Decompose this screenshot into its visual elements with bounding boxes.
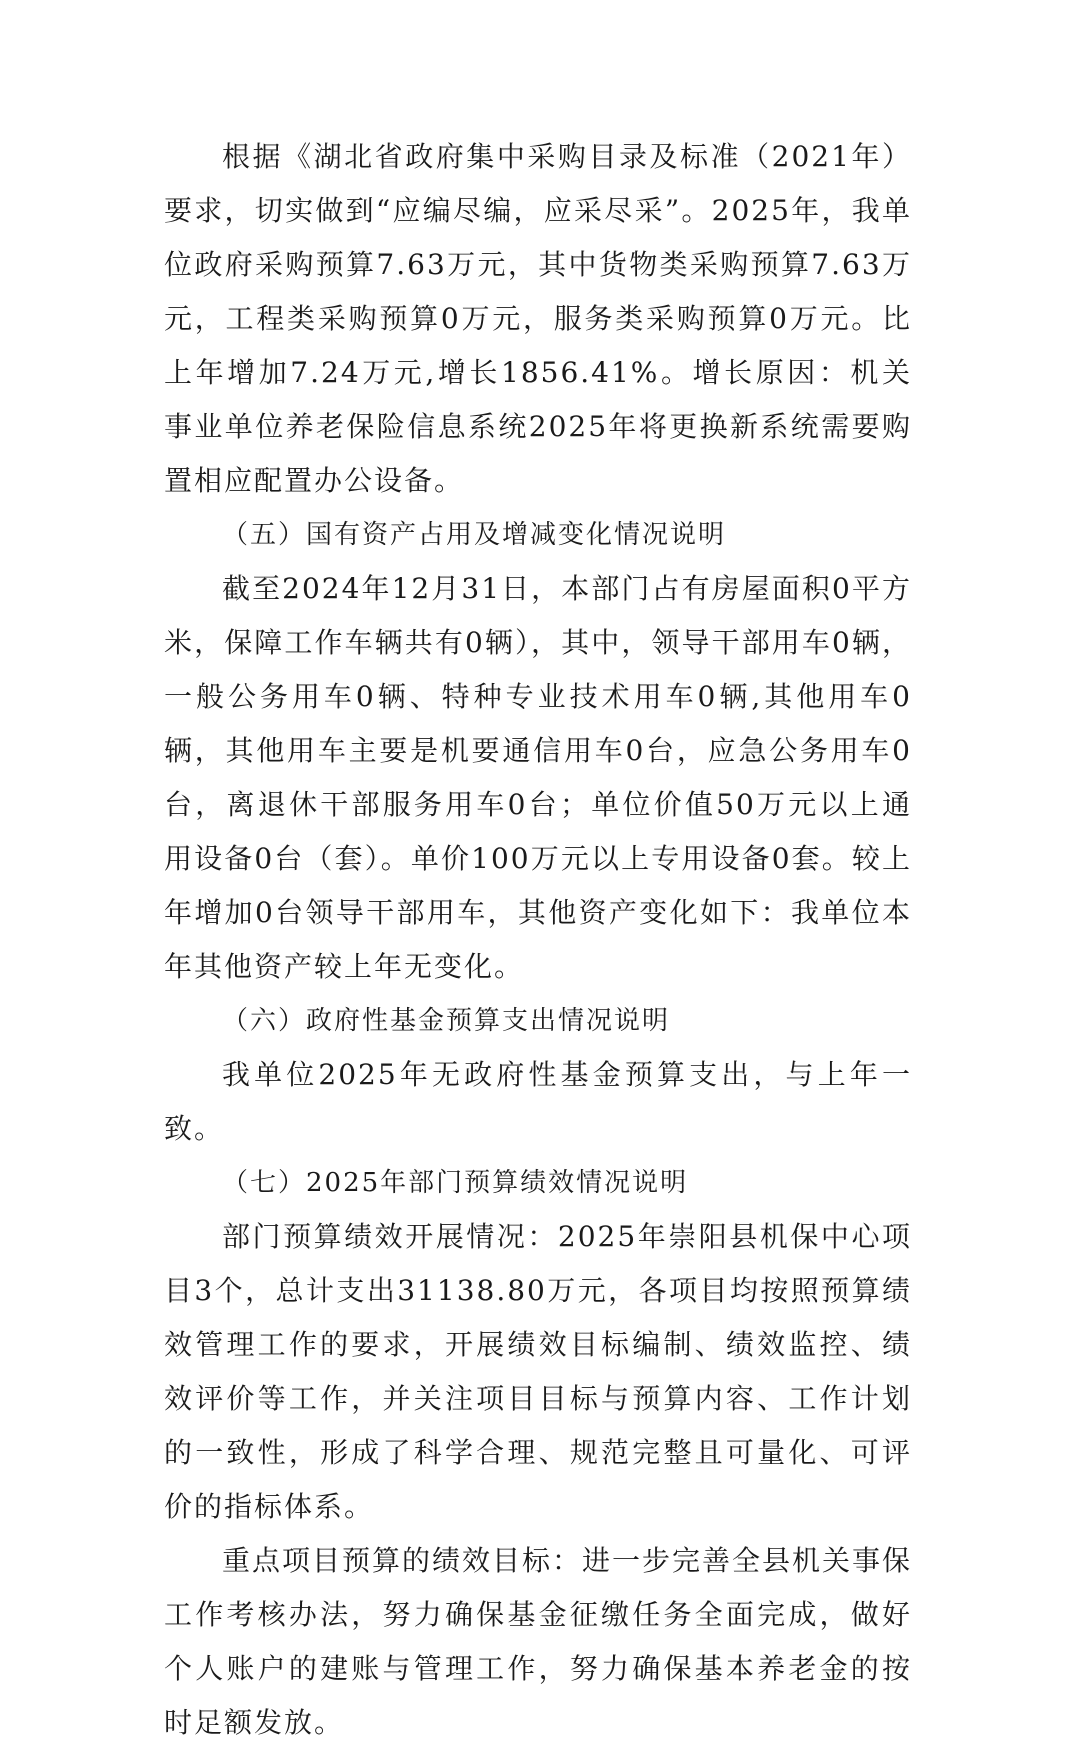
paragraph-procurement: 根据《湖北省政府集中采购目录及标准（2021年）要求，切实做到“应编尽编，应采尽采”。2025年，我单位政府采购预算7.63万元，其中货物类采购预算7.63万元，工程类采购预算0万元，服务类采购预算0万元。比上年增加7.24万元,增长1856.41%。增长原因：机关事业单位养老保险信息系统2025年将更换新系统需要购置相应配置办公设备。 [164, 140, 912, 497]
paragraph-key-project-goals: 重点项目预算的绩效目标：进一步完善全县机关事保工作考核办法，努力确保基金征缴任务全面完成，做好个人账户的建账与管理工作，努力确保基本养老金的按时足额发放。 [164, 1544, 913, 1739]
section-heading-7: （七）2025年部门预算绩效情况说明 [222, 1168, 689, 1198]
section-heading-5: （五）国有资产占用及增减变化情况说明 [222, 520, 727, 550]
paragraph-government-fund: 我单位2025年无政府性基金预算支出，与上年一致。 [164, 1058, 912, 1145]
paragraph-performance-overview: 部门预算绩效开展情况：2025年崇阳县机保中心项目3个，总计支出31138.80万元，各项目均按照预算绩效管理工作的要求，开展绩效目标编制、绩效监控、绩效评价等工作，并关注项目目标与预算内容、工作计划的一致性，形成了科学合理、规范完整且可量化、可评价的指标体系。 [164, 1220, 912, 1523]
paragraph-state-assets: 截至2024年12月31日，本部门占有房屋面积0平方米，保障工作车辆共有0辆），其中，领导干部用车0辆，一般公务用车0辆、特种专业技术用车0辆,其他用车0辆，其他用车主要是机要通信用车0台，应急公务用车0台，离退休干部服务用车0台；单位价值50万元以上通用设备0台（套）。单价100万元以上专用设备0套。较上年增加0台领导干部用车，其他资产变化如下：我单位本年其他资产较上年无变化。 [164, 572, 912, 983]
document-body [164, 130, 912, 1750]
section-heading-6: （六）政府性基金预算支出情况说明 [222, 1006, 671, 1036]
